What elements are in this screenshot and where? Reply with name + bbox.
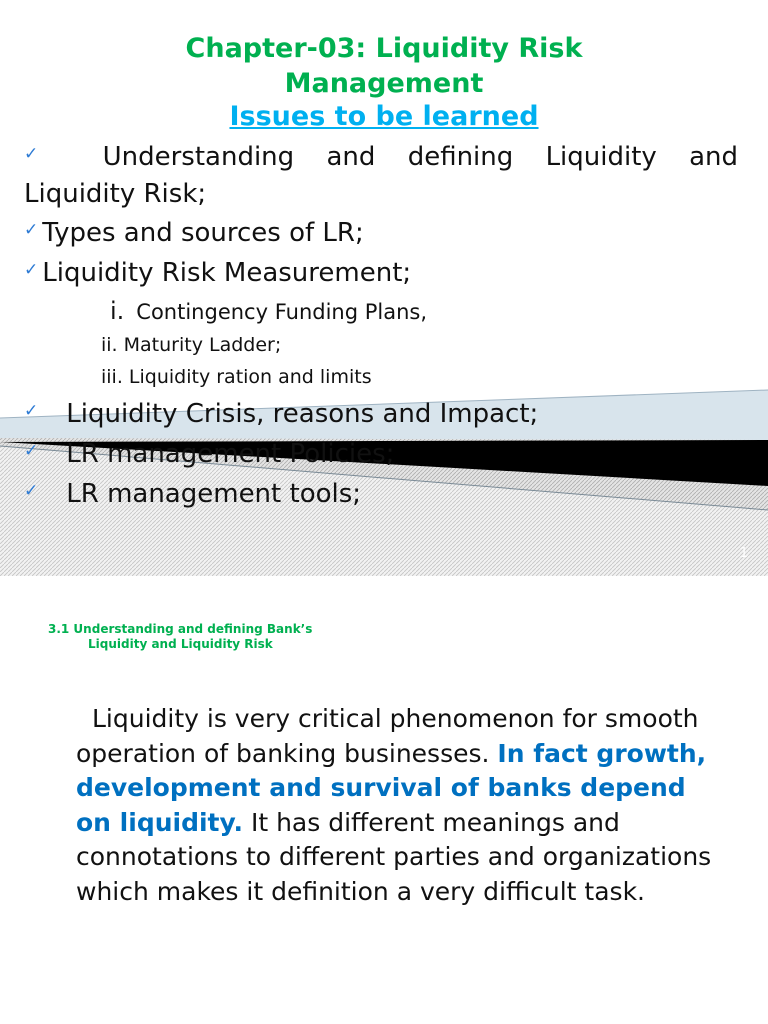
slide-title-line-2: Management — [284, 68, 484, 99]
body-paragraph — [76, 702, 726, 909]
body-text-1: Liquidity is very critical phenomenon for smooth operation of banking businesses. — [76, 704, 699, 768]
body-text-2: It has different meanings and connotations to different parties and organizations which makes it definition a very difficult task. — [76, 807, 712, 906]
bullet-2 — [24, 215, 364, 255]
bullet-4 — [24, 396, 538, 436]
bullet-6-text: LR management tools; — [66, 479, 362, 509]
checkmark-icon: ✓ — [24, 260, 39, 280]
bullet-1-line-2: Liquidity Risk; — [24, 179, 207, 209]
checkmark-icon: ✓ — [24, 441, 39, 461]
bullet-6 — [24, 476, 361, 516]
bullet-3 — [24, 255, 411, 295]
bullet-3-text: Liquidity Risk Measurement; — [42, 258, 412, 288]
subitem-1 — [110, 297, 427, 325]
slide-subtitle: Issues to be learned — [229, 101, 539, 132]
checkmark-icon: ✓ — [24, 401, 39, 421]
slide-gap — [0, 576, 768, 592]
page-number: 1 — [739, 546, 748, 561]
section-heading-line-2: Liquidity and Liquidity Risk — [88, 637, 273, 651]
subitem-3: iii. Liquidity ration and limits — [101, 366, 372, 388]
body-highlight: In fact growth, development and survival of banks depend on liquidity. — [76, 738, 707, 837]
checkmark-icon: ✓ — [24, 481, 39, 501]
checkmark-icon: ✓ — [24, 220, 39, 240]
subitem-2: ii. Maturity Ladder; — [101, 334, 282, 356]
bullet-1-text: Understanding and defining Liquidity and — [102, 142, 739, 172]
slide-2 — [0, 592, 768, 1024]
section-heading-line-1: 3.1 Understanding and defining Bank’s — [48, 622, 313, 636]
bullet-1-line-1 — [24, 139, 738, 179]
subitem-1-text: Contingency Funding Plans, — [136, 300, 428, 324]
bullet-5 — [24, 436, 394, 476]
bullet-2-text: Types and sources of LR; — [42, 218, 364, 248]
subitem-1-marker: i. — [110, 297, 125, 325]
checkmark-icon: ✓ — [24, 144, 63, 164]
section-heading — [48, 622, 312, 652]
bullet-5-text: LR management Policies; — [66, 439, 395, 469]
bullet-4-text: Liquidity Crisis, reasons and Impact; — [66, 399, 539, 429]
slide-title-line-1: Chapter-03: Liquidity Risk — [185, 33, 583, 64]
